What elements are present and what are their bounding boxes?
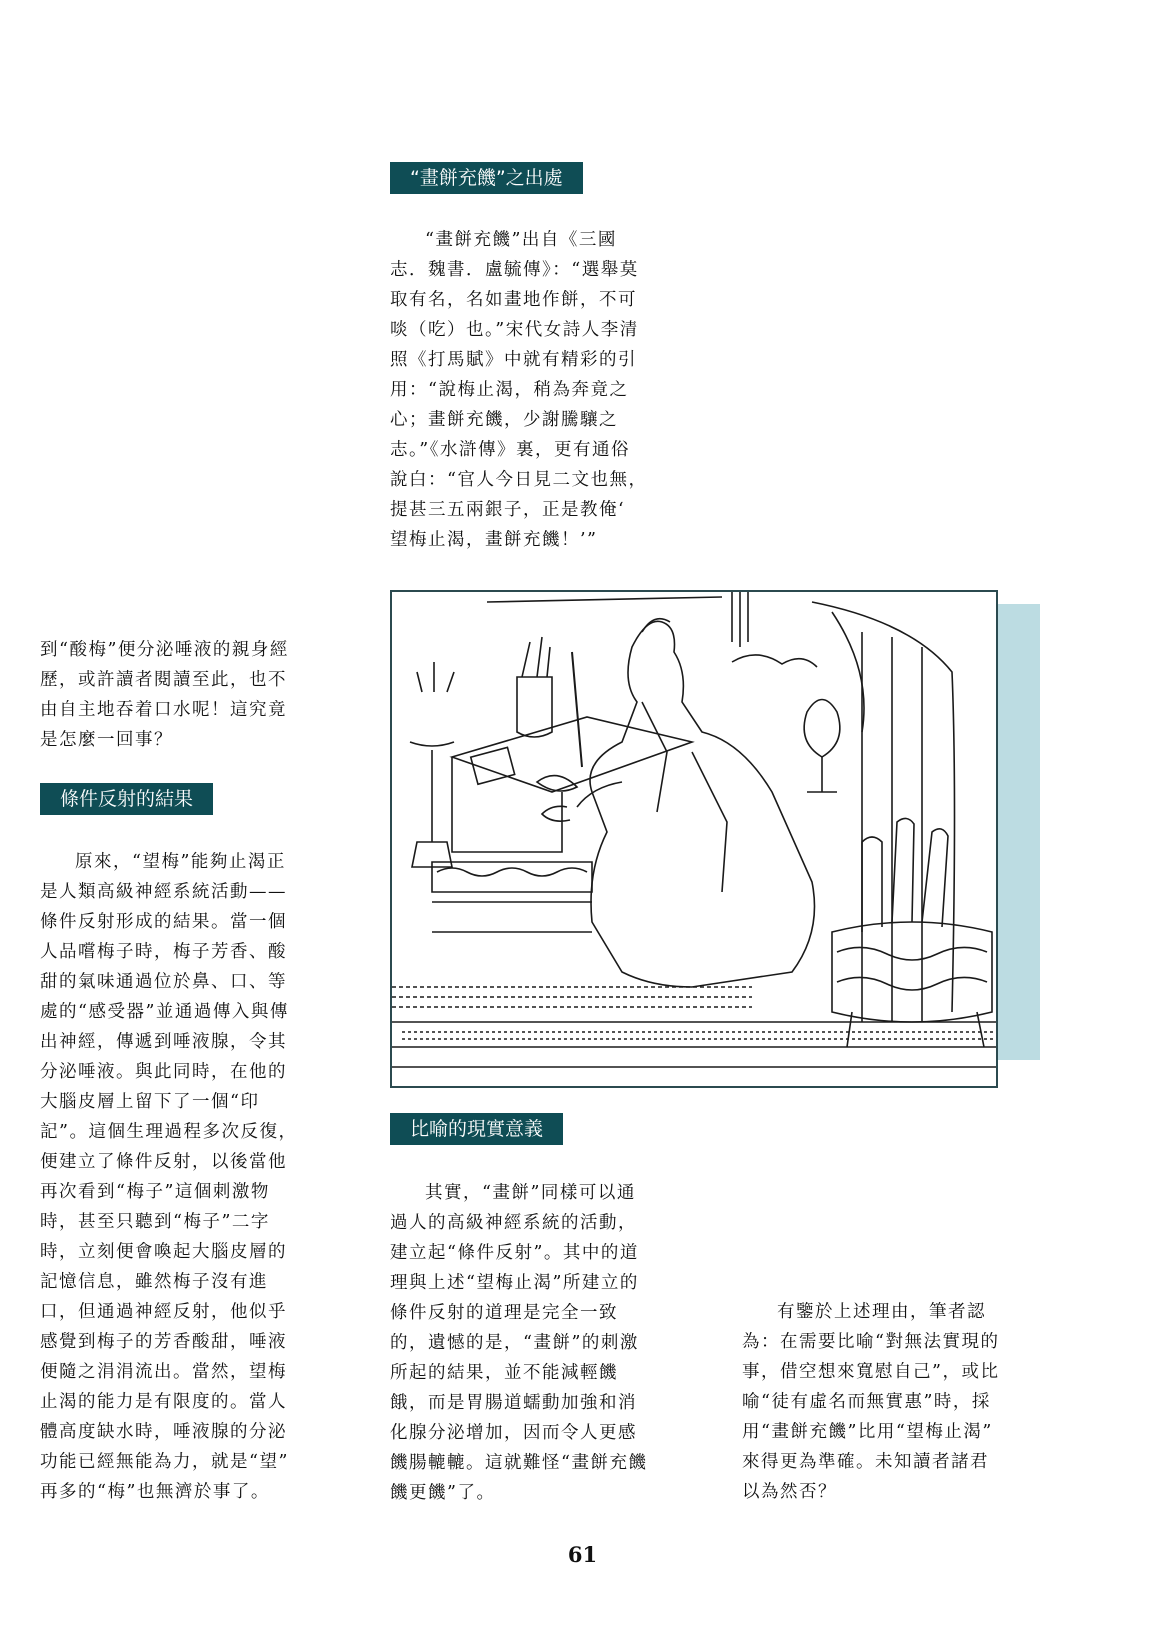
text-line: 到“酸梅”便分泌唾液的親身經 bbox=[40, 640, 289, 660]
text-line: 分泌唾液。與此同時，在他的 bbox=[40, 1062, 287, 1082]
text-line: 時，立刻便會喚起大腦皮層的 bbox=[40, 1242, 287, 1262]
text-line: 人品嚐梅子時，梅子芳香、酸 bbox=[40, 942, 287, 962]
text-line: 記”。這個生理過程多次反復， bbox=[40, 1122, 298, 1142]
side-tab bbox=[998, 604, 1040, 1060]
text-line: 化腺分泌增加，因而令人更感 bbox=[390, 1423, 637, 1443]
text-line: 再次看到“梅子”這個刺激物 bbox=[40, 1182, 270, 1202]
text-line: 用“畫餅充饑”比用“望梅止渴” bbox=[742, 1422, 993, 1442]
text-line: 口，但通過神經反射，他似乎 bbox=[40, 1302, 287, 1322]
text-line: 記憶信息，雖然梅子沒有進 bbox=[40, 1272, 268, 1292]
text-line: 是怎麼一回事？ bbox=[40, 730, 173, 750]
text-line: 用：“說梅止渴，稍為奔竟之 bbox=[390, 380, 629, 400]
text-line: 其實，“畫餅”同樣可以通 bbox=[425, 1183, 636, 1203]
text-line: 條件反射的道理是完全一致 bbox=[390, 1303, 618, 1323]
text-line: 理與上述“望梅止渴”所建立的 bbox=[390, 1273, 639, 1293]
text-line: 的，遺憾的是，“畫餅”的刺激 bbox=[390, 1333, 639, 1353]
text-line: 由自主地吞着口水呢！這究竟 bbox=[40, 700, 287, 720]
section-heading-meaning: 比喻的現實意義 bbox=[390, 1113, 563, 1145]
text-line: 望梅止渴，畫餅充饑！’” bbox=[390, 530, 598, 550]
text-line: 為：在需要比喻“對無法實現的 bbox=[742, 1332, 1000, 1352]
text-line: 感覺到梅子的芳香酸甜，唾液 bbox=[40, 1332, 287, 1352]
text-line: 是人類高級神經系統活動—— bbox=[40, 882, 287, 902]
origin-text bbox=[390, 225, 690, 555]
text-line: 歷，或許讀者閱讀至此，也不 bbox=[40, 670, 287, 690]
scholar-painting-illustration bbox=[392, 592, 996, 1086]
page-number: 61 bbox=[567, 1542, 598, 1567]
text-line: 過人的高級神經系統的活動， bbox=[390, 1213, 637, 1233]
text-line: 甜的氣味通過位於鼻、口、等 bbox=[40, 972, 287, 992]
section-heading-reflex: 條件反射的結果 bbox=[40, 783, 213, 815]
text-line: 有鑒於上述理由，筆者認 bbox=[777, 1302, 986, 1322]
text-line: 大腦皮層上留下了一個“印 bbox=[40, 1092, 260, 1112]
text-line: 饑腸轆轆。這就難怪“畫餅充饑 bbox=[390, 1453, 648, 1473]
text-line: 喻“徒有虛名而無實惠”時，採 bbox=[742, 1392, 991, 1412]
text-line: 原來，“望梅”能夠止渴正 bbox=[75, 852, 286, 872]
meaning-text bbox=[390, 1178, 700, 1508]
text-line: 所起的結果，並不能減輕饑 bbox=[390, 1363, 618, 1383]
text-line: 照《打馬賦》中就有精彩的引 bbox=[390, 350, 637, 370]
text-line: 志。”《水滸傳》裏，更有通俗 bbox=[390, 440, 630, 460]
text-line: 時，甚至只聽到“梅子”二字 bbox=[40, 1212, 270, 1232]
text-line: 建立起“條件反射”。其中的道 bbox=[390, 1243, 639, 1263]
text-line: 餓，而是胃腸道蠕動加強和消 bbox=[390, 1393, 637, 1413]
conclusion-text bbox=[742, 1297, 1052, 1507]
intro-text bbox=[40, 635, 350, 755]
illustration bbox=[390, 590, 998, 1088]
text-line: 饑更饑”了。 bbox=[390, 1483, 496, 1503]
reflex-text bbox=[40, 847, 350, 1507]
text-line: 處的“感受器”並通過傳入與傳 bbox=[40, 1002, 289, 1022]
text-line: 止渴的能力是有限度的。當人 bbox=[40, 1392, 287, 1412]
text-line: 再多的“梅”也無濟於事了。 bbox=[40, 1482, 270, 1502]
text-line: 功能已經無能為力，就是“望” bbox=[40, 1452, 289, 1472]
text-line: 心；畫餅充饑，少謝騰驤之 bbox=[390, 410, 618, 430]
text-line: 來得更為準確。未知讀者諸君 bbox=[742, 1452, 989, 1472]
text-line: 出神經，傳遞到唾液腺，令其 bbox=[40, 1032, 287, 1052]
text-line: 便建立了條件反射，以後當他 bbox=[40, 1152, 287, 1172]
text-line: 以為然否？ bbox=[742, 1482, 837, 1502]
text-line: 便隨之涓涓流出。當然，望梅 bbox=[40, 1362, 287, 1382]
text-line: 啖（吃）也。”宋代女詩人李清 bbox=[390, 320, 639, 340]
text-line: 志．魏書．盧毓傳》：“選舉莫 bbox=[390, 260, 639, 280]
text-line: 說白：“官人今日見二文也無， bbox=[390, 470, 648, 490]
text-line: 取有名，名如畫地作餅，不可 bbox=[390, 290, 637, 310]
text-line: “畫餅充饑”出自《三國 bbox=[425, 230, 617, 250]
text-line: 條件反射形成的結果。當一個 bbox=[40, 912, 287, 932]
text-line: 體高度缺水時，唾液腺的分泌 bbox=[40, 1422, 287, 1442]
text-line: 提甚三五兩銀子，正是教俺‘ bbox=[390, 500, 626, 520]
text-line: 事，借空想來寬慰自己”，或比 bbox=[742, 1362, 1000, 1382]
section-heading-origin: “畫餅充饑”之出處 bbox=[390, 162, 583, 194]
